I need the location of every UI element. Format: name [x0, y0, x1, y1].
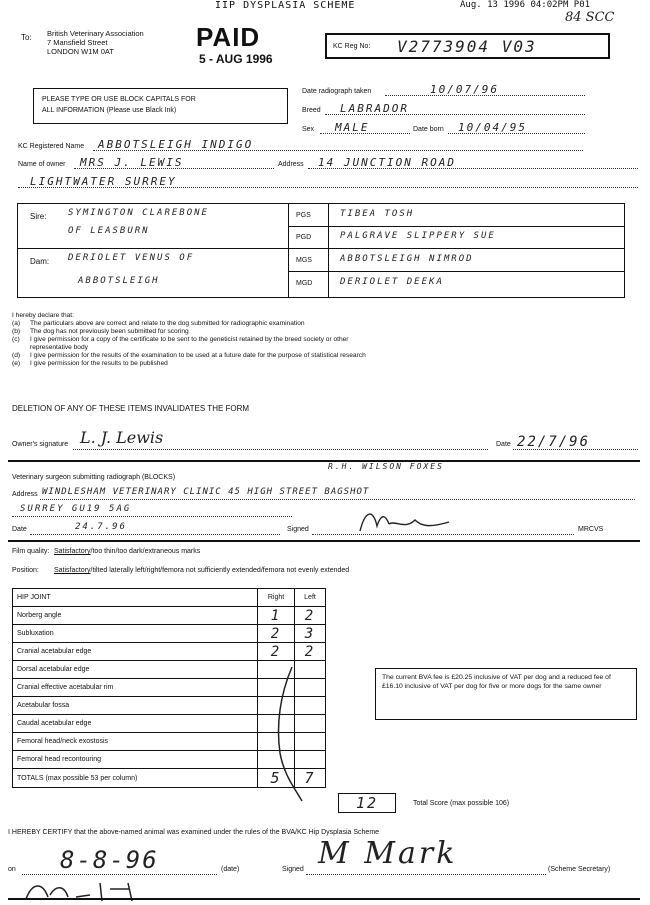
address-value-1: 14 JUNCTION ROAD — [318, 156, 456, 169]
row-label: Femoral head/neck exostosis — [13, 733, 258, 751]
row-label: Norberg angle — [13, 607, 258, 625]
declaration-item — [12, 344, 637, 352]
film-quality-rest: /too thin/too dark/extraneous marks — [90, 548, 201, 555]
paid-date: 5 - AUG 1996 — [199, 52, 273, 66]
bottom-initials — [20, 877, 170, 905]
vet-date-label: Date — [12, 526, 27, 533]
film-quality — [12, 548, 200, 555]
owner-label: Name of owner — [18, 161, 66, 168]
position-selected: Satisfactory — [53, 567, 91, 574]
right-score: 2 — [258, 643, 295, 661]
owner-sig-label: Owner's signature — [12, 441, 69, 448]
instruction-line: ALL INFORMATION (Please use Black Ink) — [42, 107, 177, 114]
pedigree-row-line — [288, 226, 624, 227]
left-score: 2 — [295, 643, 326, 661]
pedigree-box — [17, 203, 625, 298]
kc-name-label: KC Registered Name — [18, 143, 85, 150]
vet-signed-label: Signed — [287, 526, 309, 533]
pgs-name: TIBEA TOSH — [340, 209, 415, 219]
bva-address — [47, 29, 144, 56]
certify-signed-label: Signed — [282, 866, 304, 873]
fax-timestamp: Aug. 13 1996 04:02PM P01 — [460, 0, 591, 10]
owner-signature: L. J. Lewis — [80, 428, 164, 447]
paid-stamp: PAID — [196, 22, 261, 52]
item-text: I give permission for a copy of the certificate to be sent to the geneticist retained by the breed society or other — [30, 336, 349, 343]
totals-label: TOTALS (max possible 53 per column) — [13, 769, 258, 788]
address-line: LONDON W1M 0AT — [47, 47, 114, 56]
address-label: Address — [278, 161, 304, 168]
position-label: Position: — [12, 567, 39, 574]
divider — [8, 460, 640, 462]
sire-line-2: OF LEASBURN — [68, 226, 150, 236]
header-cell: Left — [295, 589, 326, 607]
row-label: Subluxation — [13, 625, 258, 643]
breed-value: LABRADOR — [340, 102, 409, 115]
pedigree-row-line — [288, 271, 624, 272]
pedigree-mid-line — [18, 248, 288, 249]
vet-address-label: Address — [12, 491, 38, 498]
declaration-item — [12, 360, 637, 368]
instruction-line: PLEASE TYPE OR USE BLOCK CAPITALS FOR — [42, 96, 196, 103]
mgd-code: MGD — [296, 280, 313, 287]
bottom-rule — [8, 898, 640, 900]
pgs-code: PGS — [296, 212, 311, 219]
to-label: To: — [21, 33, 32, 42]
vet-date: 24.7.96 — [75, 522, 127, 532]
item-text: I give permission for the results to be published — [30, 360, 168, 367]
owner-date-label: Date — [496, 441, 511, 448]
pedigree-col-line — [288, 204, 289, 297]
row-label: Cranial acetabular edge — [13, 643, 258, 661]
item-key: (d) — [12, 352, 21, 359]
owner-date: 22/7/96 — [517, 434, 591, 450]
owner-value: MRS J. LEWIS — [80, 156, 184, 169]
fax-title: IIP DYSPLASIA SCHEME — [215, 0, 356, 11]
pedigree-row-line — [288, 248, 624, 249]
kc-reg-box — [325, 33, 610, 59]
row-label: Femoral head recontouring — [13, 751, 258, 769]
date-label: (date) — [221, 866, 240, 873]
film-quality-label: Film quality: — [12, 548, 50, 555]
owner-sig-line — [73, 448, 488, 450]
sex-value: MALE — [335, 121, 370, 134]
vet-address-line — [40, 498, 635, 500]
right-score: 2 — [258, 625, 295, 643]
sire-label: Sire: — [30, 212, 47, 221]
kc-reg-value: V2773904 V03 — [397, 37, 537, 56]
kc-reg-label: KC Reg No: — [333, 43, 371, 50]
table-row — [13, 625, 326, 643]
breed-label: Breed — [302, 107, 321, 114]
position-rest: /tilted laterally left/right/femora not sufficiently extended/femora not evenly extended — [90, 567, 350, 574]
divider — [8, 540, 640, 542]
total-score-label: Total Score (max possible 106) — [413, 800, 510, 807]
dam-line-1: DERIOLET VENUS OF — [68, 253, 195, 263]
item-key: (c) — [12, 336, 20, 343]
header-cell: Right — [258, 589, 295, 607]
item-text: The dog has not previously been submitted for scoring — [30, 328, 189, 335]
row-label: Dorsal acetabular edge — [13, 661, 258, 679]
pedigree-col-line-2 — [328, 204, 329, 297]
table-row — [13, 643, 326, 661]
row-label: Acetabular fossa — [13, 697, 258, 715]
vet-name: R.H. WILSON FOXES — [328, 462, 444, 471]
row-label: Cranial effective acetabular rim — [13, 679, 258, 697]
table-row — [13, 607, 326, 625]
fee-text: The current BVA fee is £20.25 inclusive of VAT per dog and a reduced fee of £16.10 inclusive of VAT per dog for five or more dogs for the same owner — [382, 674, 611, 690]
film-quality-selected: Satisfactory — [53, 548, 91, 555]
fax-note: 84 SCC — [565, 10, 615, 25]
sex-label: Sex — [302, 126, 315, 133]
item-key: (b) — [12, 328, 21, 335]
header-cell: HIP JOINT — [13, 589, 258, 607]
instructions-box — [33, 88, 288, 124]
dob-label: Date born — [413, 126, 444, 133]
total-right: 5 — [258, 769, 295, 788]
secretary-signature: M Mark — [318, 836, 458, 871]
sire-line-1: SYMINGTON CLAREBONE — [68, 208, 209, 218]
dam-line-2: ABBOTSLEIGH — [78, 276, 160, 286]
address-line: 7 Mansfield Street — [47, 38, 108, 47]
pgd-name: PALGRAVE SLIPPERY SUE — [340, 231, 496, 241]
item-text: I give permission for the results of the examination to be used at a future date for the purpose of statistical research — [30, 352, 366, 359]
mgs-code: MGS — [296, 257, 312, 264]
left-score: 3 — [295, 625, 326, 643]
vet-date-line — [30, 533, 280, 535]
vet-address-1: WINDLESHAM VETERINARY CLINIC 45 HIGH STREET BAGSHOT — [42, 487, 370, 497]
kc-name-value: ABBOTSLEIGH INDIGO — [98, 138, 254, 151]
item-key: (e) — [12, 360, 21, 367]
pgd-code: PGD — [296, 234, 312, 241]
vet-address-line-2 — [12, 515, 292, 517]
dam-label: Dam: — [30, 257, 50, 266]
dob-value: 10/04/95 — [458, 121, 527, 134]
total-score: 12 — [338, 793, 396, 813]
item-key: (a) — [12, 320, 21, 327]
address-line: British Veterinary Association — [47, 29, 144, 38]
declaration-item — [12, 320, 637, 328]
certify-date: 8-8-96 — [60, 846, 159, 874]
total-left: 7 — [295, 769, 326, 788]
on-label: on — [8, 866, 16, 873]
fee-box — [375, 668, 637, 720]
secretary-label: (Scheme Secretary) — [548, 866, 611, 873]
vet-label: Veterinary surgeon submitting radiograph (BLOCKS) — [12, 474, 176, 481]
mrcvs-label: MRCVS — [578, 526, 604, 533]
item-text: The particulars above are correct and relate to the dog submitted for radiographic examination — [30, 320, 305, 327]
declaration — [12, 312, 637, 368]
right-score: 1 — [258, 607, 295, 625]
certify-signed-line — [306, 873, 546, 875]
item-text: representative body — [30, 344, 88, 351]
declaration-item — [12, 328, 637, 336]
declaration-intro: I hereby declare that: — [12, 312, 74, 319]
table-header-row — [13, 589, 326, 607]
declaration-item — [12, 336, 637, 344]
certify-text: I HEREBY CERTIFY that the above-named animal was examined under the rules of the BVA/KC Hip Dysplasia Scheme — [8, 829, 380, 836]
vet-signature — [355, 506, 455, 536]
mgd-name: DERIOLET DEEKA — [340, 277, 444, 287]
mgs-name: ABBOTSLEIGH NIMROD — [340, 254, 474, 264]
date-radiograph-value: 10/07/96 — [430, 83, 499, 96]
strike-through-mark — [270, 665, 310, 805]
declaration-item — [12, 352, 637, 360]
date-radiograph-label: Date radiograph taken — [302, 88, 372, 95]
deletion-warning: DELETION OF ANY OF THESE ITEMS INVALIDATES THE FORM — [12, 404, 250, 413]
left-score: 2 — [295, 607, 326, 625]
address-value-2: LIGHTWATER SURREY — [30, 175, 177, 188]
position-quality — [12, 567, 349, 574]
row-label: Caudal acetabular edge — [13, 715, 258, 733]
vet-address-2: SURREY GU19 5AG — [20, 504, 132, 514]
